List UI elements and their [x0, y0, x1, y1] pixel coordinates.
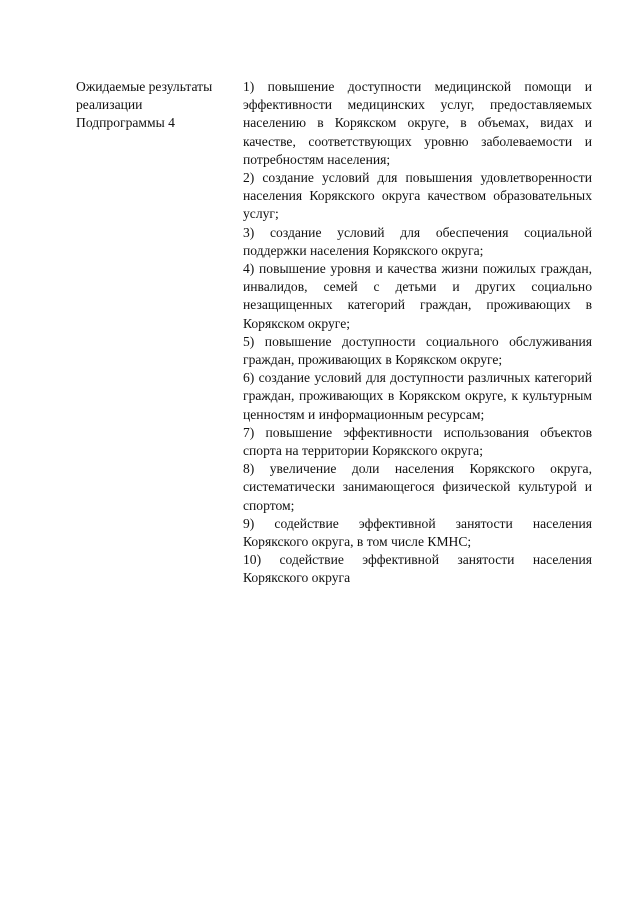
- row-label-line: Ожидаемые результаты: [76, 79, 213, 94]
- result-item-8: 8) увеличение доли населения Корякского округа, систематически занимающегося физической культурой и спортом;: [243, 461, 592, 513]
- result-item-2: 2) создание условий для повышения удовлетворенности населения Корякского округа качеством образовательных услуг;: [243, 170, 592, 222]
- row-label: [76, 78, 238, 133]
- result-item-10: 10) содействие эффективной занятости населения Корякского округа: [243, 552, 592, 586]
- result-item-7: 7) повышение эффективности использования объектов спорта на территории Корякского округа;: [243, 424, 592, 459]
- result-item-6: 6) создание условий для доступности различных категорий граждан, проживающих в Корякском округе, к культурным ценностям и информационным ресурсам;: [243, 370, 592, 422]
- expected-results-list: [243, 78, 592, 588]
- row-label-line: реализации: [76, 97, 143, 113]
- result-item-3: 3) создание условий для обеспечения социальной поддержки населения Корякского округа;: [243, 224, 592, 258]
- result-item-4: 4) повышение уровня и качества жизни пожилых граждан, инвалидов, семей с детьми и других социально незащищенных категорий граждан, проживающих в Корякском округе;: [243, 261, 592, 331]
- result-item-5: 5) повышение доступности социального обслуживания граждан, проживающих в Корякском округе;: [243, 333, 592, 368]
- row-label-line: Подпрограммы 4: [76, 115, 175, 131]
- result-item-1: 1) повышение доступности медицинской помощи и эффективности медицинских услуг, предоставляемых населению в Корякском округе, в объемах, видах и качестве, соответствующих уровню заболеваемости и потребностям населения;: [243, 79, 592, 167]
- result-item-9: 9) содействие эффективной занятости населения Корякского округа, в том числе КМНС;: [243, 515, 592, 550]
